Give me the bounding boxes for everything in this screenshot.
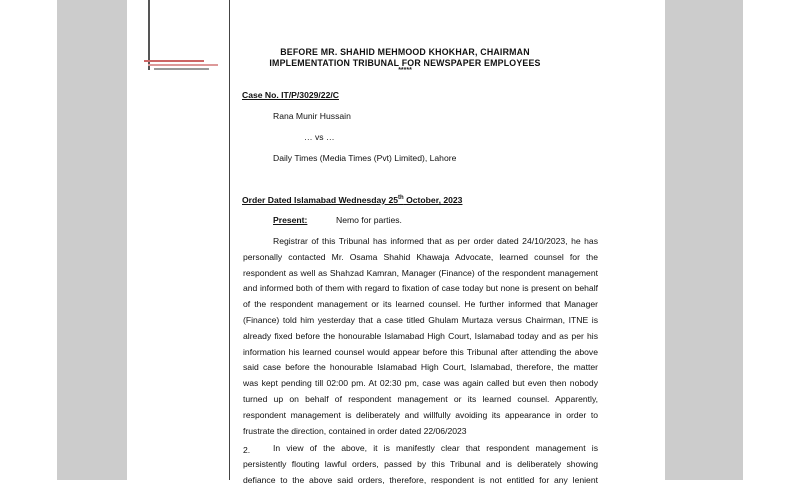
tribunal-header-line2: IMPLEMENTATION TRIBUNAL FOR NEWSPAPER EMPLOYEES (269, 58, 541, 68)
scan-artifact (144, 58, 230, 72)
order-heading-sup: th (398, 195, 404, 202)
para1-line: information his learned counsel would appear before this Tribunal after attending the above (243, 346, 598, 357)
right-gray-margin (665, 0, 743, 480)
order-heading (242, 195, 462, 205)
para2-line: defiance to the above said orders, therefore, respondent is not entitled for any lenient (243, 474, 598, 485)
paragraph-2 (243, 441, 598, 488)
present-value: Nemo for parties. (336, 215, 402, 225)
para2-line: In view of the above, it is manifestly clear that respondent management is (273, 443, 598, 453)
header-stars: ***** (398, 67, 412, 74)
left-gray-margin (57, 0, 127, 480)
case-number: Case No. IT/P/3029/22/C (242, 90, 339, 100)
order-heading-prefix: Order Dated Islamabad Wednesday 25 (242, 195, 399, 205)
present-label: Present: (273, 215, 308, 225)
para1-line: respondent management is deliberately and willfully avoiding its appearance in order to (243, 409, 598, 420)
para1-line: said case before the honourable Islamabad High Court, Islamabad, therefore, the matter (243, 362, 598, 373)
para1-line: already fixed before the honourable Islamabad High Court, Islamabad today and as per his (243, 330, 598, 341)
respondent-name: Daily Times (Media Times (Pvt) Limited), Lahore (273, 153, 457, 163)
paragraph-1 (243, 234, 598, 439)
para1-line: and informed both of them with regard to fixation of case today but none is present on behalf (243, 283, 598, 294)
para1-line: personally contacted Mr. Osama Shahid Khawaja Advocate, learned counsel for the (243, 251, 598, 262)
para1-line: was kept pending till 02:00 pm. At 02:30 pm, case was again called but even then nobody (243, 378, 598, 389)
para1-line: respondent as well as Shahzad Kamran, Manager (Finance) of the respondent management (243, 267, 598, 278)
order-heading-suffix: October, 2023 (403, 195, 463, 205)
para1-line: (Finance) told him yesterday that a case titled Ghulam Murtaza versus Chairman, ITNE is (243, 314, 598, 325)
para2-number: 2. (243, 445, 251, 455)
petitioner-name: Rana Munir Hussain (273, 111, 351, 121)
versus-text: … vs … (304, 132, 335, 142)
para1-line: turned up on behalf of respondent management or its learned counsel. Apparently, (243, 393, 598, 404)
para1-line: Registrar of this Tribunal has informed that as per order dated 24/10/2023, he has (273, 236, 598, 246)
para1-line: frustrate the direction, contained in order dated 22/06/2023 (243, 425, 467, 436)
page-margin-line (229, 0, 230, 480)
para1-line: of the respondent management or its learned counsel. He further informed that Manager (243, 299, 598, 310)
para2-line: persistently flouting lawful orders, passed by this Tribunal and is deliberately showing (243, 458, 598, 469)
tribunal-header-line1: BEFORE MR. SHAHID MEHMOOD KHOKHAR, CHAIRMAN (280, 47, 530, 57)
